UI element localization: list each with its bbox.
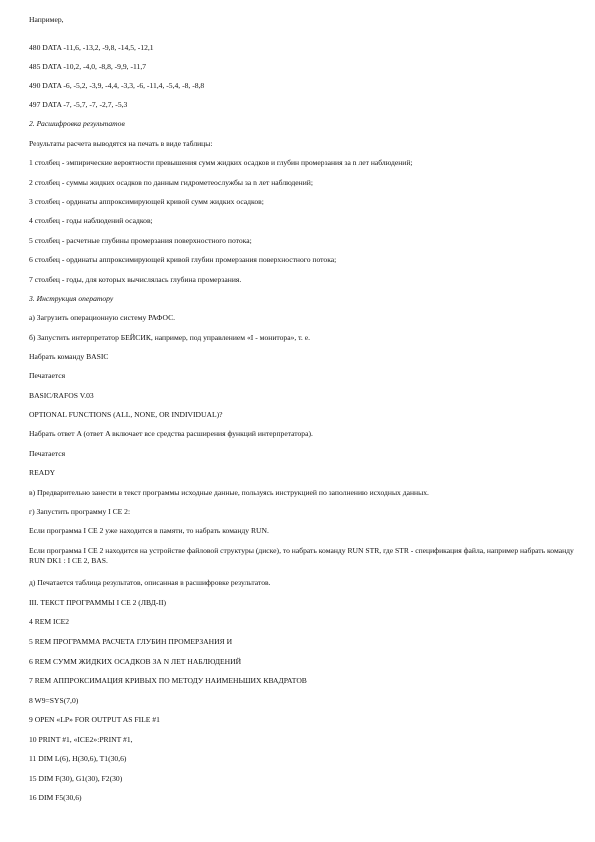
text-line: в) Предварительно занести в текст программы исходные данные, пользуясь инструкцией по заполнению исходных данных. (29, 488, 429, 497)
code-line: 6 REM СУММ ЖИДКИХ ОСАДКОВ ЗА N ЛЕТ НАБЛЮДЕНИЙ (29, 657, 242, 666)
text-line: 7 столбец - годы, для которых вычислялась глубина промерзания. (29, 275, 242, 284)
text-line: Если программа I CE 2 уже находится в памяти, то набрать команду RUN. (29, 526, 269, 535)
data-line: 485 DATA -10,2, -4,0, -8,8, -9,9, -11,7 (29, 62, 147, 71)
text-line: OPTIONAL FUNCTIONS (ALL, NONE, OR INDIVIDUAL)? (29, 410, 223, 419)
text-line: Печатается (29, 449, 66, 458)
text-line: а) Загрузить операционную систему РАФОС. (29, 313, 176, 322)
text-line: READY (29, 468, 56, 477)
code-line: 11 DIM L(6), H(30,6), T1(30,6) (29, 754, 127, 763)
text-line: 3 столбец - ординаты аппроксимирующей кривой сумм жидких осадков; (29, 197, 264, 206)
text-line: г) Запустить программу I CE 2: (29, 507, 131, 516)
section-heading: III. ТЕКСТ ПРОГРАММЫ I CE 2 (ЛВД-II) (29, 598, 167, 607)
text-line: Печатается (29, 371, 66, 380)
text-paragraph: Если программа I CE 2 находится на устройстве файловой структуры (диске), то набрать команду RUN STR, где STR - спецификация файла, например набрать команду RUN DK1 : I CE 2, BAS. (29, 546, 574, 565)
code-line: 15 DIM F(30), G1(30), F2(30) (29, 774, 123, 783)
code-line: 5 REM ПРОГРАММА РАСЧЕТА ГЛУБИН ПРОМЕРЗАНИЯ И (29, 637, 233, 646)
data-line: 490 DATA -6, -5,2, -3,9, -4,4, -3,3, -6, -11,4, -5,4, -8, -8,8 (29, 81, 205, 90)
text-line: 2 столбец - суммы жидких осадков по данным гидрометеослужбы за n лет наблюдений; (29, 178, 313, 187)
code-line: 10 PRINT #1, «ICE2»:PRINT #1, (29, 735, 133, 744)
code-line: 16 DIM F5(30,6) (29, 793, 82, 802)
text-line: 1 столбец - эмпирические вероятности превышения сумм жидких осадков и глубин промерзания за n лет наблюдений; (29, 158, 413, 167)
data-line: 480 DATA -11,6, -13,2, -9,8, -14,5, -12,1 (29, 43, 154, 52)
data-line: 497 DATA -7, -5,7, -7, -2,7, -5,3 (29, 100, 128, 109)
section-heading: 3. Инструкция оператору (29, 294, 114, 303)
text-line: Набрать команду BASIC (29, 352, 109, 361)
section-heading: 2. Расшифровка результатов (29, 119, 125, 128)
text-line: 6 столбец - ординаты аппроксимирующей кривой глубин промерзания поверхностного потока; (29, 255, 337, 264)
text-line: Набрать ответ A (ответ A включает все средства расширения функций интерпретатора). (29, 429, 313, 438)
text-line: б) Запустить интерпретатор БЕЙСИК, например, под управлением «I - монитора», т. е. (29, 333, 310, 342)
text-line: BASIC/RAFOS V.03 (29, 391, 94, 400)
code-line: 9 OPEN «LP» FOR OUTPUT AS FILE #1 (29, 715, 160, 724)
text-line: 5 столбец - расчетные глубины промерзания поверхностного потока; (29, 236, 252, 245)
text-line: Результаты расчета выводятся на печать в виде таблицы: (29, 139, 213, 148)
code-line: 4 REM ICE2 (29, 617, 70, 626)
text-line: 4 столбец - годы наблюдений осадков; (29, 216, 153, 225)
code-line: 7 REM АППРОКСИМАЦИЯ КРИВЫХ ПО МЕТОДУ НАИМЕНЬШИХ КВАДРАТОВ (29, 676, 307, 685)
text-line: д) Печатается таблица результатов, описанная в расшифровке результатов. (29, 578, 271, 587)
code-line: 8 W9=SYS(7,0) (29, 696, 79, 705)
text-line: Например, (29, 15, 64, 24)
